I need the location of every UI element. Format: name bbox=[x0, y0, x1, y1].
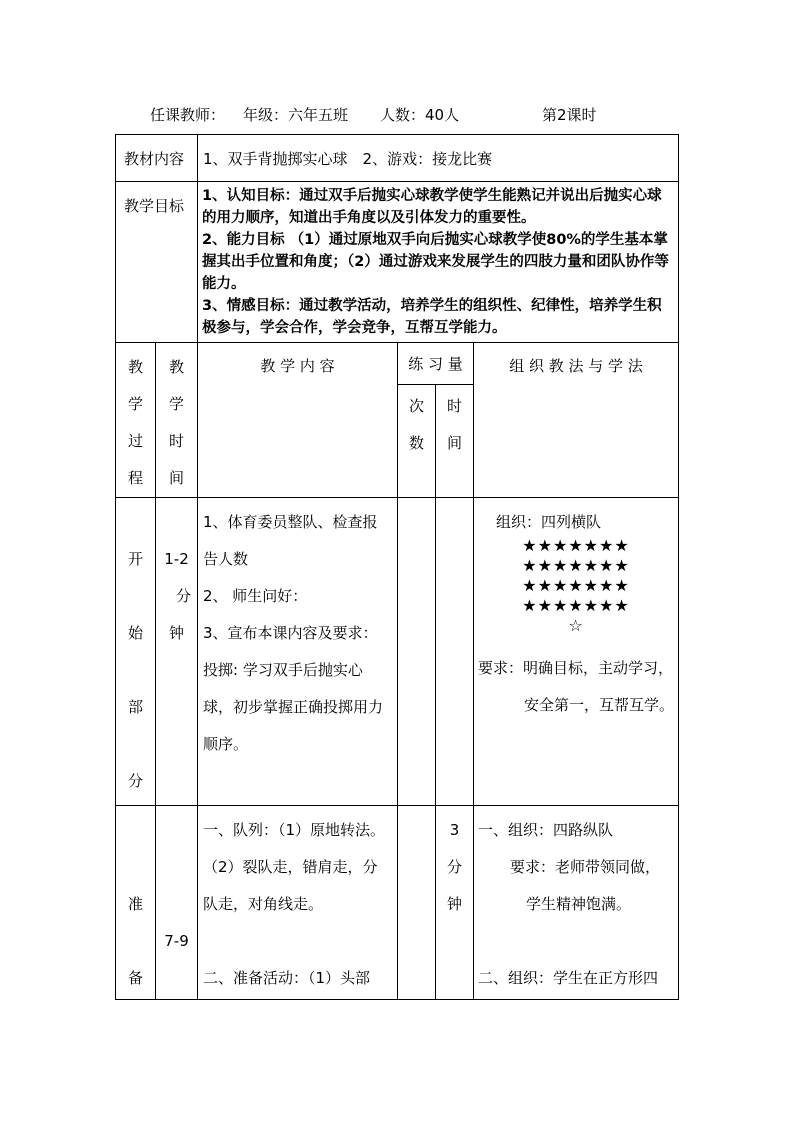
col-duration: 时 间 bbox=[436, 384, 474, 497]
start-count bbox=[398, 498, 436, 806]
start-method bbox=[474, 498, 679, 806]
prep-content: 一、队列：（1）原地转法。（2）裂队走，错肩走，分队走，对角线走。 二、准备活动：（1）头部 bbox=[198, 806, 398, 1000]
col-process: 教 学 过 程 bbox=[116, 343, 156, 498]
start-req-1: 要求：明确目标，主动学习， bbox=[478, 659, 674, 677]
formation-row-4: ★★★★★★★ bbox=[522, 596, 630, 615]
prep-time: 7-9 bbox=[156, 806, 198, 1000]
goals-row bbox=[116, 182, 679, 343]
start-duration bbox=[436, 498, 474, 806]
lesson-number-label: 第2课时 bbox=[542, 106, 597, 124]
start-time: 1-2 分 钟 bbox=[156, 498, 198, 806]
grade-label: 年级：六年五班 bbox=[243, 106, 349, 124]
material-label: 教材内容 bbox=[116, 135, 198, 182]
col-content: 教 学 内 容 bbox=[198, 343, 398, 498]
start-req-2: 安全第一，互帮互学。 bbox=[523, 696, 674, 714]
prep-method: 一、组织：四路纵队 要求：老师带领同做， 学生精神饱满。 二、组织：学生在正方形四 bbox=[474, 806, 679, 1000]
start-section-row bbox=[116, 498, 679, 806]
formation-row-3: ★★★★★★★ bbox=[522, 576, 630, 595]
goal-emotional: 3、情感目标：通过教学活动，培养学生的组织性、纪律性，培养学生积极参与，学会合作，学会竞争，互帮互学能力。 bbox=[202, 298, 662, 336]
prep-count bbox=[398, 806, 436, 1000]
prep-duration: 3 分 钟 bbox=[436, 806, 474, 1000]
prep-section-row bbox=[116, 806, 679, 1000]
formation-diagram bbox=[474, 536, 678, 636]
start-content: 1、体育委员整队、检查报告人数 2、 师生问好： 3、宣布本课内容及要求：投掷: 学习双手后抛实心球，初步掌握正确投掷用力顺序。 bbox=[198, 498, 398, 806]
goal-ability: 2、能力目标 （1）通过原地双手向后抛实心球教学使80%的学生基本掌握其出手位置和角度；（2）通过游戏来发展学生的四肢力量和团队协作等能力。 bbox=[202, 232, 669, 292]
col-count: 次 数 bbox=[398, 384, 436, 497]
start-section-label: 开 始 部 分 bbox=[116, 498, 156, 806]
prep-section-label: 准 备 bbox=[116, 806, 156, 1000]
goals-text bbox=[198, 182, 679, 343]
material-value: 1、双手背抛掷实心球 2、游戏：接龙比赛 bbox=[198, 135, 679, 182]
lesson-plan-table bbox=[115, 134, 679, 1000]
teacher-star-icon: ☆ bbox=[568, 616, 584, 635]
formation-row-1: ★★★★★★★ bbox=[522, 536, 630, 555]
material-row bbox=[116, 135, 679, 182]
teacher-label: 任课教师： bbox=[150, 106, 226, 124]
col-time: 教 学 时 间 bbox=[156, 343, 198, 498]
formation-row-2: ★★★★★★★ bbox=[522, 556, 630, 575]
goals-label: 教学目标 bbox=[116, 182, 198, 343]
col-method: 组 织 教 法 与 学 法 bbox=[474, 343, 679, 498]
column-header-row bbox=[116, 343, 679, 385]
col-practice: 练 习 量 bbox=[398, 343, 474, 385]
start-org: 组织：四列横队 bbox=[496, 513, 602, 531]
student-count-label: 人数：40人 bbox=[380, 106, 460, 124]
goal-cognitive: 1、认知目标：通过双手后抛实心球教学使学生能熟记并说出后抛实心球的用力顺序，知道出手角度以及引体发力的重要性。 bbox=[202, 188, 662, 226]
